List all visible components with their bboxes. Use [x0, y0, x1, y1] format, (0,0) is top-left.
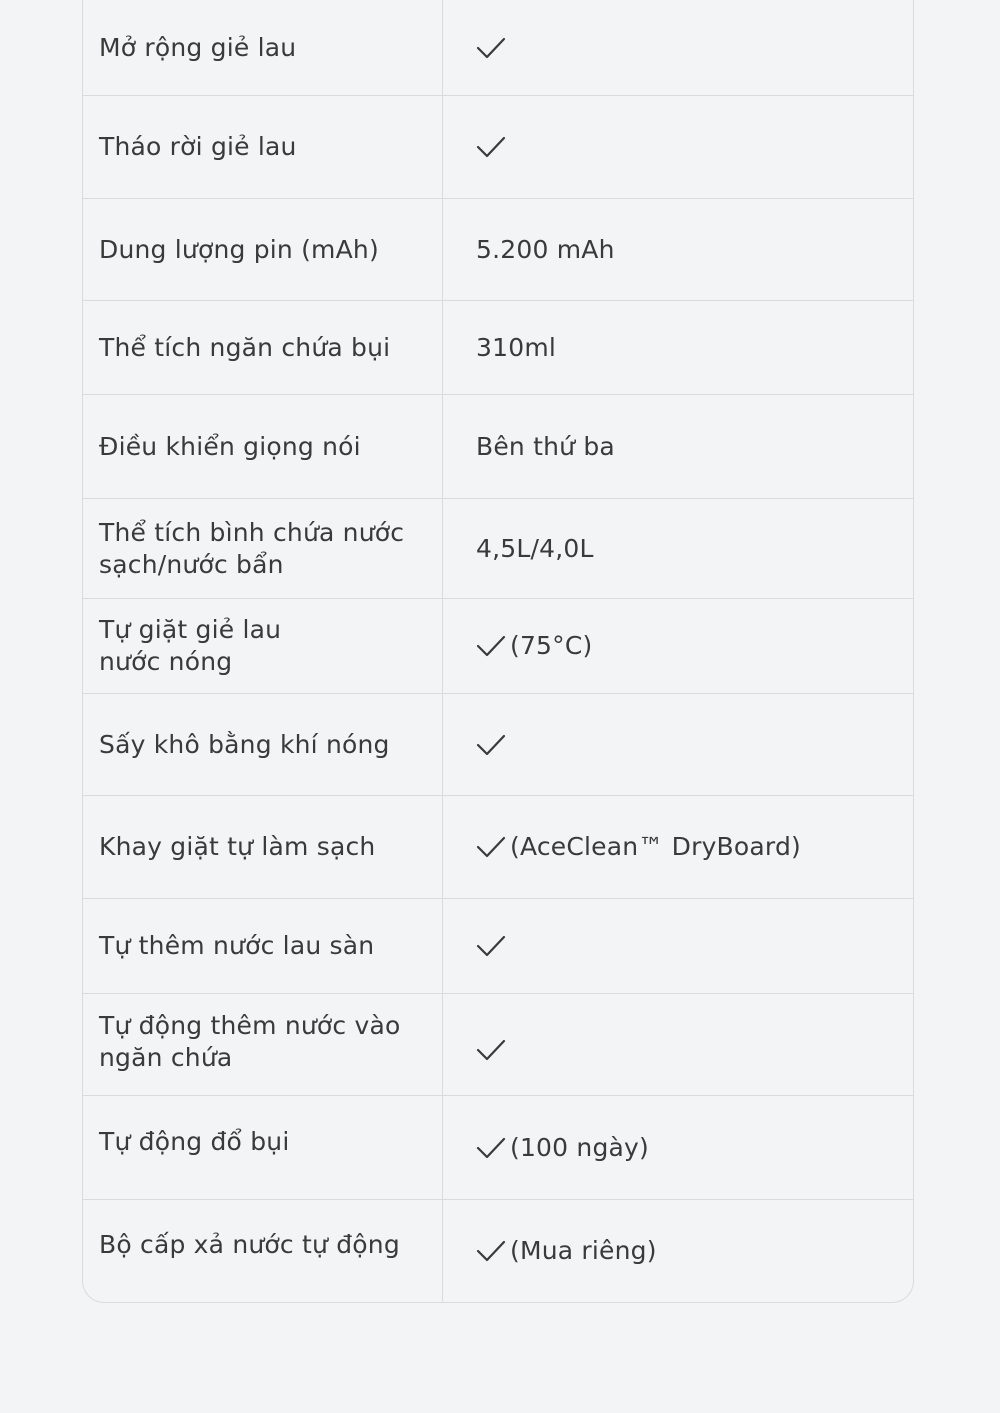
table-row: [83, 498, 913, 598]
checkmark-icon: [476, 1038, 506, 1062]
row-value: Bên thứ ba: [476, 431, 615, 461]
row-label: Khay giặt tự làm sạch: [83, 796, 443, 898]
value-text: (75°C): [510, 631, 593, 660]
checkmark-icon: [476, 634, 506, 658]
table-row: [83, 1095, 913, 1199]
row-value: [443, 1200, 913, 1302]
value-text: (100 ngày): [510, 1132, 649, 1162]
row-value: [443, 899, 913, 993]
row-label: Thể tích bình chứa nước sạch/nước bẩn: [83, 499, 443, 598]
row-label: Điều khiển giọng nói: [83, 395, 443, 498]
table-row: [83, 693, 913, 795]
table-row: [83, 0, 913, 95]
row-label: Bộ cấp xả nước tự động: [83, 1200, 443, 1302]
row-label: Tự động thêm nước vào ngăn chứa: [83, 994, 443, 1095]
value-text: (AceClean™ DryBoard): [510, 832, 801, 861]
row-value: [443, 796, 913, 898]
row-label: Dung lượng pin (mAh): [83, 199, 443, 300]
row-label: Tự thêm nước lau sàn: [83, 899, 443, 993]
row-value: [443, 694, 913, 795]
row-label: Sấy khô bằng khí nóng: [83, 694, 443, 795]
row-label: Tháo rời giẻ lau: [83, 96, 443, 198]
table-row: [83, 598, 913, 693]
row-value: [443, 0, 913, 95]
row-value: 310ml: [476, 332, 557, 362]
row-label: Thể tích ngăn chứa bụi: [83, 301, 443, 394]
checkmark-icon: [476, 733, 506, 757]
table-row: [83, 300, 913, 394]
checkmark-icon: [476, 1136, 506, 1160]
checkmark-icon: [476, 135, 506, 159]
table-row: [83, 1199, 913, 1302]
checkmark-icon: [476, 1239, 506, 1263]
table-row: [83, 795, 913, 898]
row-value: [443, 1096, 913, 1199]
table-row: [83, 993, 913, 1095]
row-value: [443, 994, 913, 1095]
spec-table: [82, 0, 914, 1303]
row-value: [443, 96, 913, 198]
value-text: (Mua riêng): [510, 1236, 657, 1265]
row-value: [443, 599, 913, 693]
table-row: [83, 95, 913, 198]
checkmark-icon: [476, 36, 506, 60]
row-value: 4,5L/4,0L: [476, 533, 594, 563]
checkmark-icon: [476, 835, 506, 859]
row-value: 5.200 mAh: [476, 234, 615, 264]
row-label: Tự giặt giẻ lau nước nóng: [83, 599, 443, 693]
table-row: [83, 394, 913, 498]
table-row: [83, 898, 913, 993]
table-row: [83, 198, 913, 300]
row-label: Mở rộng giẻ lau: [83, 0, 443, 95]
row-label: Tự động đổ bụi: [83, 1096, 443, 1199]
checkmark-icon: [476, 934, 506, 958]
